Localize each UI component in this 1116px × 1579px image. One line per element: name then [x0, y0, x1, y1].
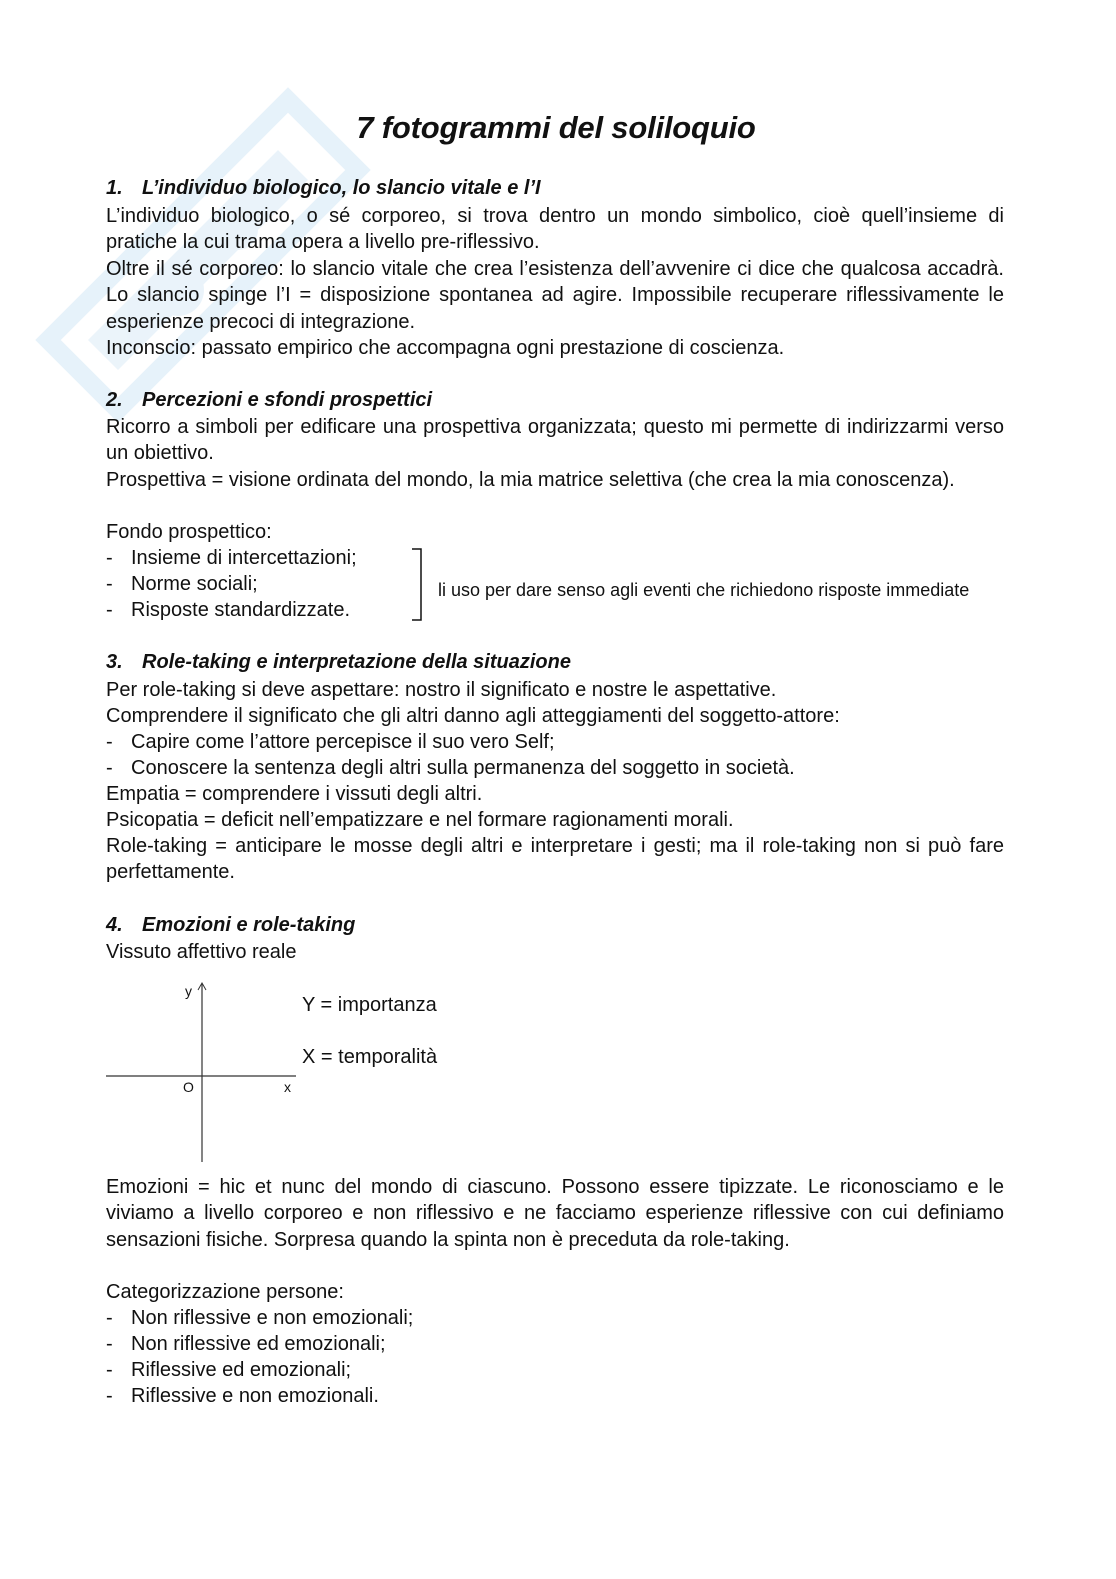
- list-item-text: Riflessive e non emozionali.: [131, 1385, 379, 1407]
- origin-label: O: [183, 1079, 194, 1095]
- list-item-text: Non riflessive ed emozionali;: [131, 1333, 386, 1355]
- list-item: [106, 1383, 379, 1409]
- page-title: 7 fotogrammi del soliloquio: [356, 110, 756, 145]
- axes-graphic: [106, 980, 306, 1164]
- paragraph: Ricorro a simboli per edificare una prospettiva organizzata; questo mi permette di indirizzarmi verso un obiettivo.: [106, 416, 1004, 465]
- list-item-text: Norme sociali;: [131, 573, 258, 595]
- section-title: Emozioni e role-taking: [142, 914, 356, 936]
- section-4-heading: [106, 914, 355, 937]
- list-item: [106, 1357, 351, 1383]
- section-1-heading: [106, 177, 541, 200]
- list-marker: -: [106, 731, 113, 753]
- section-number: 2.: [106, 389, 123, 411]
- section-title: Role-taking e interpretazione della situazione: [142, 651, 571, 673]
- text-line: Vissuto affettivo reale: [106, 941, 297, 963]
- paragraph: L’individuo biologico, o sé corporeo, si trova dentro un mondo simbolico, cioè quell’insieme di pratiche la cui trama opera a livello pre-riflessivo.: [106, 205, 1004, 254]
- section-3-heading: [106, 651, 571, 674]
- text-line: Empatia = comprendere i vissuti degli altri.: [106, 783, 483, 805]
- list-item: [106, 597, 350, 623]
- section-title: Percezioni e sfondi prospettici: [142, 389, 433, 411]
- legend-y: Y = importanza: [302, 994, 437, 1016]
- text-line: Comprendere il significato che gli altri danno agli atteggiamenti del soggetto-attore:: [106, 705, 840, 727]
- list-intro: Fondo prospettico:: [106, 521, 272, 543]
- list-item-text: Insieme di intercettazioni;: [131, 547, 357, 569]
- list-item-text: Riflessive ed emozionali;: [131, 1359, 352, 1381]
- list-item-text: Conoscere la sentenza degli altri sulla permanenza del soggetto in società.: [131, 757, 795, 779]
- list-marker: -: [106, 757, 113, 779]
- list-item-text: Capire come l’attore percepisce il suo vero Self;: [131, 731, 555, 753]
- paragraph: Role-taking = anticipare le mosse degli altri e interpretare i gesti; ma il role-taking non si può fare perfettamente.: [106, 835, 1004, 884]
- bracket-note: li uso per dare senso agli eventi che richiedono risposte immediate: [438, 580, 970, 600]
- paragraph: Prospettiva = visione ordinata del mondo, la mia matrice selettiva (che crea la mia conoscenza).: [106, 469, 955, 491]
- list-item-text: Risposte standardizzate.: [131, 599, 351, 621]
- text-line: Psicopatia = deficit nell’empatizzare e nel formare ragionamenti morali.: [106, 809, 734, 831]
- legend-x: X = temporalità: [302, 1046, 438, 1068]
- list-intro: Categorizzazione persone:: [106, 1281, 344, 1303]
- list-marker: -: [106, 599, 113, 621]
- paragraph: Oltre il sé corporeo: lo slancio vitale che crea l’esistenza dell’avvenire ci dice che qualcosa accadrà. Lo slancio spinge l’I = disposizione spontanea ad agire. Impossibile recuperare riflessivamente le esperienze precoci di integrazione.: [106, 258, 1004, 333]
- section-number: 1.: [106, 177, 123, 199]
- section-title: L’individuo biologico, lo slancio vitale e l’I: [142, 177, 541, 199]
- list-item: [106, 1331, 386, 1357]
- list-item: [106, 755, 795, 781]
- text-line: Per role-taking si deve aspettare: nostro il significato e nostre le aspettative.: [106, 679, 777, 701]
- section-number: 4.: [106, 914, 123, 936]
- list-item: [106, 1305, 413, 1331]
- list-marker: -: [106, 1359, 113, 1381]
- section-2-heading: [106, 389, 432, 412]
- list-marker: -: [106, 547, 113, 569]
- list-marker: -: [106, 573, 113, 595]
- list-marker: -: [106, 1307, 113, 1329]
- list-item: [106, 545, 357, 571]
- list-marker: -: [106, 1385, 113, 1407]
- bracket-icon: [410, 548, 424, 622]
- list-item: [106, 571, 258, 597]
- paragraph: Emozioni = hic et nunc del mondo di ciascuno. Possono essere tipizzate. Le riconosciamo e le viviamo a livello corporeo e non riflessivo e ne facciamo esperienze riflessive con cui definiamo sensazioni fisiche. Sorpresa quando la spinta non è preceduta da role-taking.: [106, 1176, 1004, 1251]
- x-axis-label: x: [284, 1079, 291, 1095]
- list-marker: -: [106, 1333, 113, 1355]
- paragraph: Inconscio: passato empirico che accompagna ogni prestazione di coscienza.: [106, 337, 785, 359]
- list-item-text: Non riflessive e non emozionali;: [131, 1307, 414, 1329]
- y-axis-label: y: [185, 983, 192, 999]
- list-item: [106, 729, 555, 755]
- section-number: 3.: [106, 651, 123, 673]
